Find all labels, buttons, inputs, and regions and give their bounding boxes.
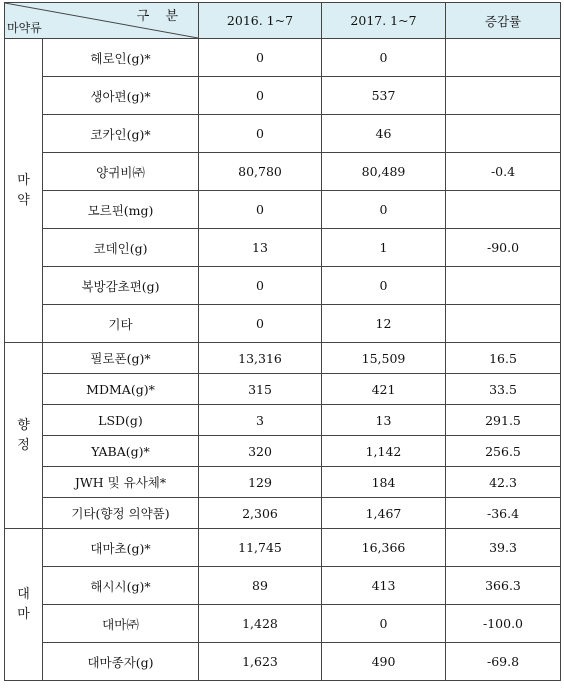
value-2016-cell: 129: [199, 467, 322, 498]
value-2017-cell: 1: [322, 229, 446, 267]
change-rate-cell: [446, 191, 561, 229]
value-2016-cell: 0: [199, 305, 322, 343]
value-2017-cell: 184: [322, 467, 446, 498]
value-2017-cell: 46: [322, 115, 446, 153]
table-body: [5, 39, 561, 681]
change-rate-cell: -36.4: [446, 498, 561, 529]
group-label-char: 마: [17, 606, 30, 622]
item-cell: 대마㈜: [43, 605, 199, 643]
corner-label-drug-type: 마약류: [7, 21, 42, 35]
change-rate-cell: 256.5: [446, 436, 561, 467]
column-header-2016: 2016. 1~7: [199, 3, 322, 39]
item-cell: 필로폰(g)*: [43, 343, 199, 374]
change-rate-cell: -100.0: [446, 605, 561, 643]
change-rate-cell: 366.3: [446, 567, 561, 605]
change-rate-cell: [446, 39, 561, 77]
change-rate-cell: 33.5: [446, 374, 561, 405]
value-2016-cell: 1,428: [199, 605, 322, 643]
item-cell: LSD(g): [43, 405, 199, 436]
value-2017-cell: 413: [322, 567, 446, 605]
table-row: [5, 605, 561, 643]
table-row: [5, 305, 561, 343]
value-2016-cell: 13,316: [199, 343, 322, 374]
item-cell: 대마종자(g): [43, 643, 199, 681]
value-2016-cell: 3: [199, 405, 322, 436]
corner-header-cell: [5, 3, 199, 39]
value-2017-cell: 1,142: [322, 436, 446, 467]
table-row: [5, 153, 561, 191]
value-2016-cell: 1,623: [199, 643, 322, 681]
table-row: [5, 436, 561, 467]
value-2017-cell: 15,509: [322, 343, 446, 374]
change-rate-cell: -90.0: [446, 229, 561, 267]
group-label-narcotics: [5, 39, 43, 343]
item-cell: 양귀비㈜: [43, 153, 199, 191]
item-cell: 모르핀(mg): [43, 191, 199, 229]
table-row: [5, 39, 561, 77]
corner-label-category: 구 분: [136, 9, 184, 24]
value-2017-cell: 0: [322, 267, 446, 305]
value-2017-cell: 490: [322, 643, 446, 681]
value-2017-cell: 537: [322, 77, 446, 115]
column-header-2017: 2017. 1~7: [322, 3, 446, 39]
change-rate-cell: [446, 77, 561, 115]
table-row: [5, 567, 561, 605]
item-cell: 기타(향정 의약품): [43, 498, 199, 529]
item-cell: YABA(g)*: [43, 436, 199, 467]
table-row: [5, 529, 561, 567]
value-2017-cell: 16,366: [322, 529, 446, 567]
value-2017-cell: 0: [322, 191, 446, 229]
group-label-char: 향: [17, 417, 30, 433]
header-row: [5, 3, 561, 39]
group-label-char: 정: [17, 437, 30, 453]
change-rate-cell: [446, 115, 561, 153]
value-2016-cell: 0: [199, 77, 322, 115]
value-2016-cell: 2,306: [199, 498, 322, 529]
value-2016-cell: 315: [199, 374, 322, 405]
value-2017-cell: 13: [322, 405, 446, 436]
value-2016-cell: 320: [199, 436, 322, 467]
table-row: [5, 643, 561, 681]
change-rate-cell: [446, 267, 561, 305]
change-rate-cell: 42.3: [446, 467, 561, 498]
drug-seizure-table: [4, 2, 561, 681]
value-2016-cell: 0: [199, 39, 322, 77]
value-2016-cell: 0: [199, 191, 322, 229]
table-row: [5, 191, 561, 229]
value-2017-cell: 421: [322, 374, 446, 405]
group-label-char: 마: [17, 172, 30, 188]
change-rate-cell: [446, 305, 561, 343]
item-cell: 기타: [43, 305, 199, 343]
item-cell: MDMA(g)*: [43, 374, 199, 405]
item-cell: 대마초(g)*: [43, 529, 199, 567]
value-2017-cell: 80,489: [322, 153, 446, 191]
value-2016-cell: 89: [199, 567, 322, 605]
table-row: [5, 343, 561, 374]
value-2016-cell: 13: [199, 229, 322, 267]
table-row: [5, 374, 561, 405]
table-row: [5, 267, 561, 305]
item-cell: 코카인(g)*: [43, 115, 199, 153]
change-rate-cell: -69.8: [446, 643, 561, 681]
table-row: [5, 498, 561, 529]
item-cell: 헤로인(g)*: [43, 39, 199, 77]
item-cell: 코데인(g): [43, 229, 199, 267]
change-rate-cell: 39.3: [446, 529, 561, 567]
value-2016-cell: 11,745: [199, 529, 322, 567]
group-label-char: 대: [17, 586, 30, 602]
change-rate-cell: 291.5: [446, 405, 561, 436]
table-row: [5, 229, 561, 267]
table-row: [5, 405, 561, 436]
item-cell: JWH 및 유사체*: [43, 467, 199, 498]
value-2016-cell: 0: [199, 267, 322, 305]
group-label-char: 약: [17, 192, 30, 208]
value-2017-cell: 12: [322, 305, 446, 343]
item-cell: 해시시(g)*: [43, 567, 199, 605]
change-rate-cell: -0.4: [446, 153, 561, 191]
table-row: [5, 115, 561, 153]
change-rate-cell: 16.5: [446, 343, 561, 374]
group-label-cannabis: [5, 529, 43, 681]
item-cell: 복방감초편(g): [43, 267, 199, 305]
value-2017-cell: 0: [322, 605, 446, 643]
value-2017-cell: 1,467: [322, 498, 446, 529]
value-2016-cell: 0: [199, 115, 322, 153]
column-header-change-rate: 증감률: [446, 3, 561, 39]
table-row: [5, 467, 561, 498]
item-cell: 생아편(g)*: [43, 77, 199, 115]
table-row: [5, 77, 561, 115]
value-2016-cell: 80,780: [199, 153, 322, 191]
value-2017-cell: 0: [322, 39, 446, 77]
group-label-psychotropics: [5, 343, 43, 529]
